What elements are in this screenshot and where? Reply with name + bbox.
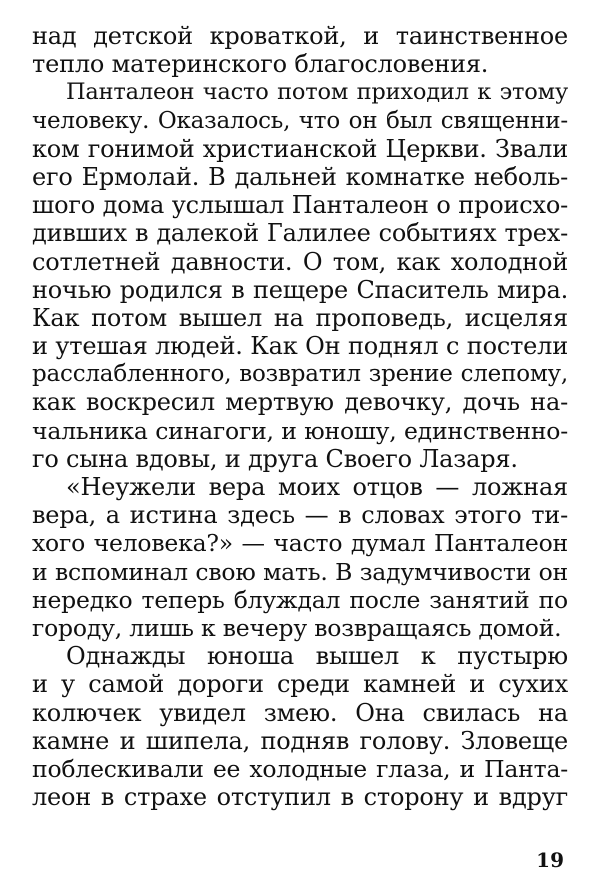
- text-line: Панталеон часто потом приходил к этому: [66, 79, 568, 106]
- paragraph-3: [32, 473, 568, 642]
- text-line: колючек увидел змею. Она свилась на: [32, 698, 568, 727]
- text-line: вера, а истина здесь — в словах этого ти-: [32, 501, 568, 530]
- text-line: тепло материнского благословения.: [32, 50, 489, 79]
- text-line: городу, лишь к вечеру возвращаясь домой.: [32, 613, 562, 642]
- text-line: сотлетней давности. О том, как холодной: [32, 247, 568, 276]
- page-body: [32, 22, 568, 811]
- text-line: и вспоминал свою мать. В задумчивости он: [32, 557, 568, 586]
- text-line: шого дома услышал Панталеон о происхо-: [32, 191, 568, 220]
- paragraph-1: [32, 22, 568, 78]
- text-line: камне и шипела, подняв голову. Зловеще: [32, 726, 568, 755]
- text-line: Как потом вышел на проповедь, исцеляя: [32, 303, 568, 332]
- text-line: леон в страхе отступил в сторону и вдруг: [32, 783, 568, 812]
- text-line: его Ермолай. В дальней комнатке неболь-: [32, 162, 568, 191]
- text-line: над детской кроваткой, и таинственное: [32, 22, 568, 50]
- text-line: ночью родился в пещере Спаситель мира.: [32, 275, 568, 304]
- text-line: расслабленного, возвратил зрение слепому,: [32, 361, 568, 388]
- text-line: Однажды юноша вышел к пустырю: [66, 642, 568, 671]
- text-line: нередко теперь блуждал после занятий по: [32, 585, 568, 614]
- text-line: хого человека?» — часто думал Панталеон: [32, 529, 568, 558]
- text-line: ком гонимой христианской Церкви. Звали: [32, 134, 568, 163]
- text-line: и утешая людей. Как Он поднял с постели: [32, 332, 568, 361]
- text-line: и у самой дороги среди камней и сухих: [32, 670, 568, 699]
- paragraph-2: [32, 78, 568, 473]
- text-line: поблескивали ее холодные глаза, и Панта-: [32, 754, 568, 783]
- text-line: «Неужели вера моих отцов — ложная: [66, 473, 568, 501]
- text-line: как воскресил мертвую девочку, дочь на-: [32, 388, 568, 417]
- text-line: го сына вдовы, и друга Своего Лазаря.: [32, 444, 518, 473]
- paragraph-4: [32, 642, 568, 811]
- page-number: 19: [536, 848, 564, 872]
- text-line: человеку. Оказалось, что он был священни-: [32, 107, 568, 134]
- text-line: дивших в далекой Галилее событиях трех-: [32, 219, 568, 248]
- text-line: чальника синагоги, и юношу, единственно-: [32, 416, 568, 445]
